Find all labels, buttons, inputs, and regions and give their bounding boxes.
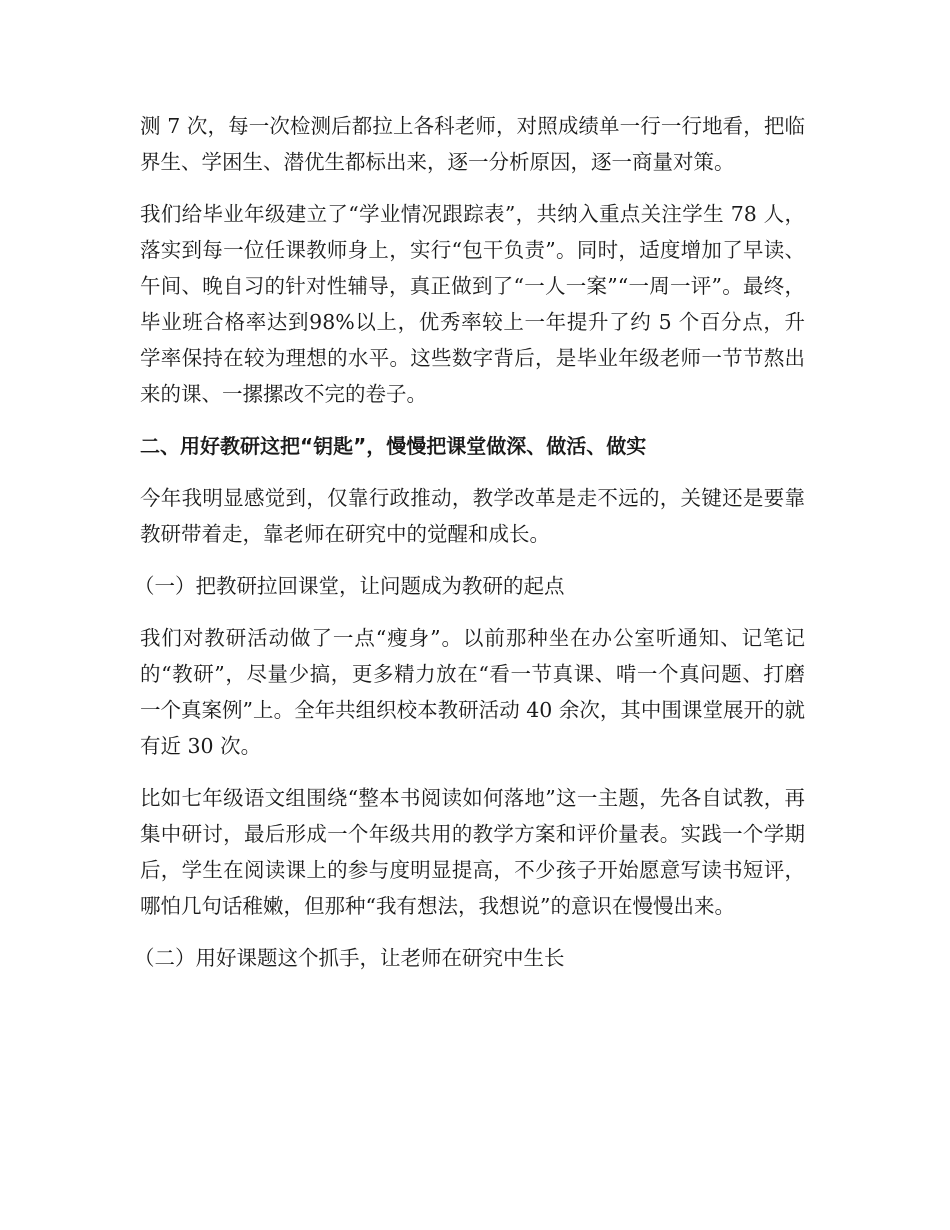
section-heading-2: 二、用好教研这把“钥匙”，慢慢把课堂做深、做活、做实 (140, 434, 647, 458)
paragraph-grade7-reading: 比如七年级语文组围绕“整本书阅读如何落地”这一主题，先各自试教，再集中研讨，最后形成一个年级共用的教学方案和评价量表。实践一个学期后，学生在阅读课上的参与度明显提高，不少孩子开始愿意写读书短评，哪怕几句话稚嫩，但那种“我有想法，我想说”的意识在慢慢出来。 (140, 786, 805, 918)
paragraph-research-slimming: 我们对教研活动做了一点“瘦身”。以前那种坐在办公室听通知、记笔记的“教研”，尽量少搞，更多精力放在“看一节真课、啃一个真问题、打磨一个真案例”上。全年共组织校本教研活动 40 余次，其中围课堂展开的就有近 30 次。 (140, 626, 805, 758)
paragraph-tracking-table: 我们给毕业年级建立了“学业情况跟踪表”，共纳入重点关注学生 78 人，落实到每一位任课教师身上，实行“包干负责”。同时，适度增加了早读、午间、晚自习的针对性辅导，真正做到了“一人一案”“一周一评”。最终，毕业班合格率达到98%以上，优秀率较上一年提升了约 5 个百分点，升学率保持在较为理想的水平。这些数字背后，是毕业年级老师一节节熬出来的课、一摞摞改不完的卷子。 (140, 202, 805, 406)
paragraph-teaching-research: 今年我明显感觉到，仅靠行政推动，教学改革是走不远的，关键还是要靠教研带着走，靠老师在研究中的觉醒和成长。 (140, 486, 805, 546)
document-page (134, 108, 805, 992)
subsection-heading-1: （一）把教研拉回课堂，让问题成为教研的起点 (134, 574, 565, 598)
paragraph-analysis: 测 7 次，每一次检测后都拉上各科老师，对照成绩单一行一行地看，把临界生、学困生、潜优生都标出来，逐一分析原因，逐一商量对策。 (140, 114, 805, 174)
subsection-heading-2: （二）用好课题这个抓手，让老师在研究中生长 (134, 946, 565, 970)
